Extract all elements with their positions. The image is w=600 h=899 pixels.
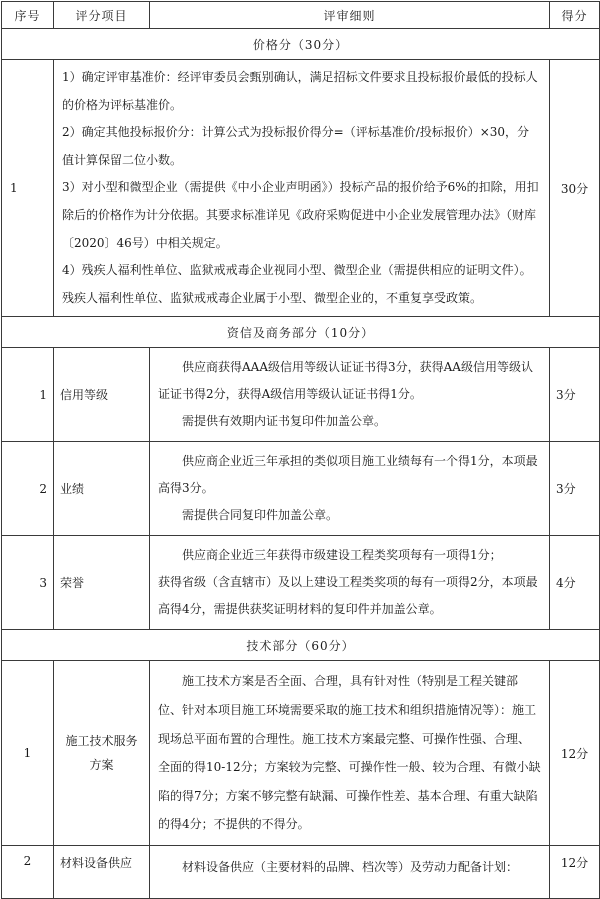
row-number: 1 bbox=[2, 661, 54, 846]
table-row bbox=[2, 348, 600, 442]
price-rule-4: 4）残疾人福利性单位、监狱戒戒毒企业视同小型、微型企业（需提供相应的证明文件）。残疾人福利性单位、监狱戒戒毒企业属于小型、微型企业的，不重复享受政策。 bbox=[62, 263, 532, 305]
row-score: 12分 bbox=[550, 661, 600, 846]
row-detail bbox=[150, 442, 550, 536]
row-number: 1 bbox=[2, 60, 54, 317]
section-row-price bbox=[2, 29, 600, 60]
detail-line: 需提供合同复印件加盖公章。 bbox=[182, 508, 339, 523]
detail-line: 施工技术方案是否全面、合理，具有针对性（特别是工程关键部位、针对本项目施工环境需要采取的施工技术和组织措施情况等）：施工现场总平面布置的合理性。施工技术方案最完整、可操作性强、合理、全面的得10-12分；方案较为完整、可操作性一般、较为合理、有微小缺陷的得7分；方案不够完整有缺漏、可操作性差、基本合理、有重大缺陷的得4分；不提供的不得分。 bbox=[158, 674, 541, 832]
row-score: 30分 bbox=[550, 60, 600, 317]
row-number: 3 bbox=[2, 536, 54, 630]
detail-line: 供应商企业近三年承担的类似项目施工业绩每有一个得1分，本项最高得3分。 bbox=[158, 454, 538, 496]
row-detail bbox=[150, 348, 550, 442]
row-score: 12分 bbox=[550, 845, 600, 898]
row-number: 2 bbox=[2, 442, 54, 536]
row-item-name: 信用等级 bbox=[54, 348, 150, 442]
row-item-name: 材料设备供应 bbox=[54, 845, 150, 898]
header-row bbox=[2, 2, 600, 29]
row-number: 2 bbox=[2, 845, 54, 898]
table-row bbox=[2, 536, 600, 630]
header-item: 评分项目 bbox=[54, 2, 150, 29]
header-score: 得分 bbox=[550, 2, 600, 29]
header-no: 序号 bbox=[2, 2, 54, 29]
row-score: 3分 bbox=[550, 348, 600, 442]
row-score: 4分 bbox=[550, 536, 600, 630]
price-rule-2: 2）确定其他投标报价分：计算公式为投标报价得分=（评标基准价/投标报价）×30，分值计算保留二位小数。 bbox=[62, 125, 530, 167]
detail-line: 获得省级（含直辖市）及以上建设工程类奖项的每有一项得2分，本项最高得4分，需提供获奖证明材料的复印件并加盖公章。 bbox=[158, 575, 538, 617]
detail-line: 供应商获得AAA级信用等级认证证书得3分，获得AA级信用等级认证证书得2分，获得A级信用等级认证证书得1分。 bbox=[158, 360, 533, 402]
table-row bbox=[2, 442, 600, 536]
section-title-qualification: 资信及商务部分（10分） bbox=[2, 317, 600, 348]
row-item-name: 施工技术服务方案 bbox=[54, 661, 150, 846]
detail-line: 供应商企业近三年获得市级建设工程类奖项每有一项得1分； bbox=[182, 548, 502, 563]
scoring-table bbox=[1, 1, 600, 899]
section-row-technical bbox=[2, 630, 600, 661]
table-row bbox=[2, 845, 600, 898]
row-detail bbox=[150, 536, 550, 630]
row-number: 1 bbox=[2, 348, 54, 442]
price-rules bbox=[54, 60, 550, 317]
section-title-technical: 技术部分（60分） bbox=[2, 630, 600, 661]
table-row bbox=[2, 661, 600, 846]
section-title-price: 价格分（30分） bbox=[2, 29, 600, 60]
detail-line: 需提供有效期内证书复印件加盖公章。 bbox=[182, 414, 387, 429]
row-item-name: 业绩 bbox=[54, 442, 150, 536]
price-rule-3: 3）对小型和微型企业（需提供《中小企业声明函》）投标产品的报价给予6%的扣除，用扣除后的价格作为计分依据。其要求标准详见《政府采购促进中小企业发展管理办法》（财库〔2020〕46号）中相关规定。 bbox=[62, 180, 539, 250]
row-detail bbox=[150, 661, 550, 846]
row-item-name: 荣誉 bbox=[54, 536, 150, 630]
row-score: 3分 bbox=[550, 442, 600, 536]
price-rule-1: 1）确定评审基准价：经评审委员会甄别确认，满足招标文件要求且投标报价最低的投标人的价格为评标基准价。 bbox=[62, 70, 538, 112]
section-row-qualification bbox=[2, 317, 600, 348]
header-detail: 评审细则 bbox=[150, 2, 550, 29]
table-row-price bbox=[2, 60, 600, 317]
row-detail: 材料设备供应（主要材料的品牌、档次等）及劳动力配备计划： bbox=[150, 845, 550, 898]
